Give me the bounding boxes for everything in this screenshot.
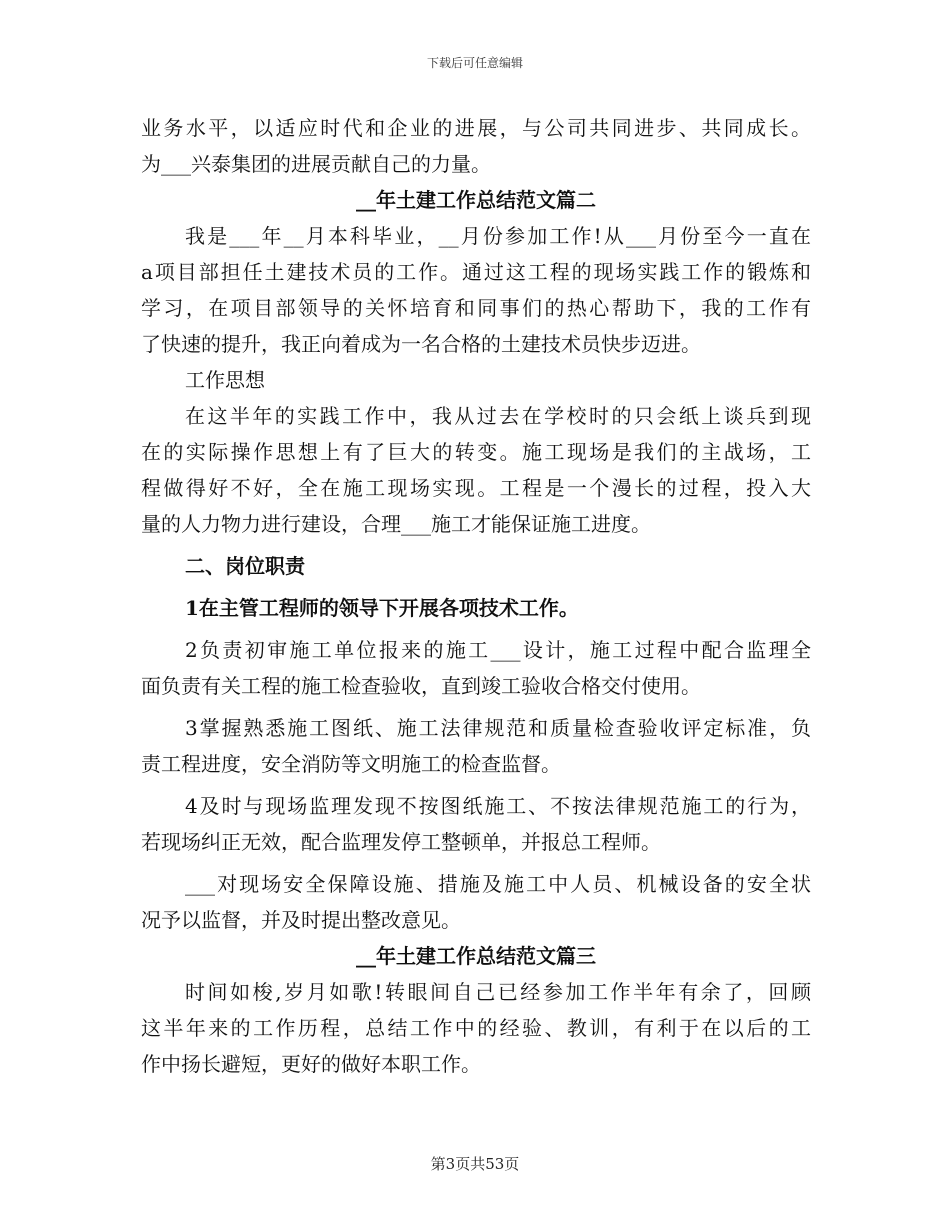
paragraph-line: a项目部担任土建技术员的工作。通过这工程的现场实践工作的锻炼和 xyxy=(141,260,811,284)
duty-item-4: 4及时与现场监理发现不按图纸施工、不按法律规范施工的行为， xyxy=(185,794,811,818)
document-body xyxy=(141,110,811,1082)
paragraph-line: 责工程进度，安全消防等文明施工的检查监督。 xyxy=(141,752,561,776)
paragraph-line: 程做得好不好，全在施工现场实现。工程是一个漫长的过程，投入大 xyxy=(141,476,811,500)
section-heading-part-two: __年土建工作总结范文篇二 xyxy=(356,188,596,212)
paragraph-line: 我是___年__月本科毕业，__月份参加工作!从___月份至今一直在 xyxy=(185,224,811,248)
paragraph-line: 作中扬长避短，更好的做好本职工作。 xyxy=(141,1052,481,1076)
paragraph-line: 这半年来的工作历程，总结工作中的经验、教训，有利于在以后的工 xyxy=(141,1016,811,1040)
paragraph-line: 面负责有关工程的施工检查验收，直到竣工验收合格交付使用。 xyxy=(141,674,701,698)
paragraph-line: 在这半年的实践工作中，我从过去在学校时的只会纸上谈兵到现 xyxy=(185,404,811,428)
subheading-work-thoughts: 工作思想 xyxy=(185,368,265,392)
paragraph-line: 量的人力物力进行建设，合理___施工才能保证施工进度。 xyxy=(141,512,651,536)
paragraph-line: 了快速的提升，我正向着成为一名合格的土建技术员快步迈进。 xyxy=(141,332,701,356)
paragraph-line: 为___兴泰集团的进展贡献自己的力量。 xyxy=(141,152,491,176)
paragraph-line: 学习，在项目部领导的关怀培育和同事们的热心帮助下，我的工作有 xyxy=(141,296,811,320)
duty-item-3: 3掌握熟悉施工图纸、施工法律规范和质量检查验收评定标准，负 xyxy=(185,716,811,740)
page-number: 第3页共53页 xyxy=(430,1155,520,1173)
paragraph-line: 况予以监督，并及时提出整改意见。 xyxy=(141,908,461,932)
paragraph-line: 若现场纠正无效，配合监理发停工整顿单，并报总工程师。 xyxy=(141,830,661,854)
duty-item-5: ___对现场安全保障设施、措施及施工中人员、机械设备的安全状 xyxy=(185,872,811,896)
page-header: 下载后可任意编辑 xyxy=(426,56,523,70)
subheading-job-duties: 二、岗位职责 xyxy=(185,554,305,578)
duty-item-2: 2负责初审施工单位报来的施工___设计，施工过程中配合监理全 xyxy=(185,638,811,662)
paragraph-line: 在的实际操作思想上有了巨大的转变。施工现场是我们的主战场，工 xyxy=(141,440,811,464)
paragraph-line: 时间如梭,岁月如歌!转眼间自己已经参加工作半年有余了，回顾 xyxy=(185,980,811,1004)
section-heading-part-three: __年土建工作总结范文篇三 xyxy=(356,944,596,968)
duty-item-1: 1在主管工程师的领导下开展各项技术工作。 xyxy=(185,596,579,620)
paragraph-line: 业务水平，以适应时代和企业的进展，与公司共同进步、共同成长。 xyxy=(141,116,811,140)
